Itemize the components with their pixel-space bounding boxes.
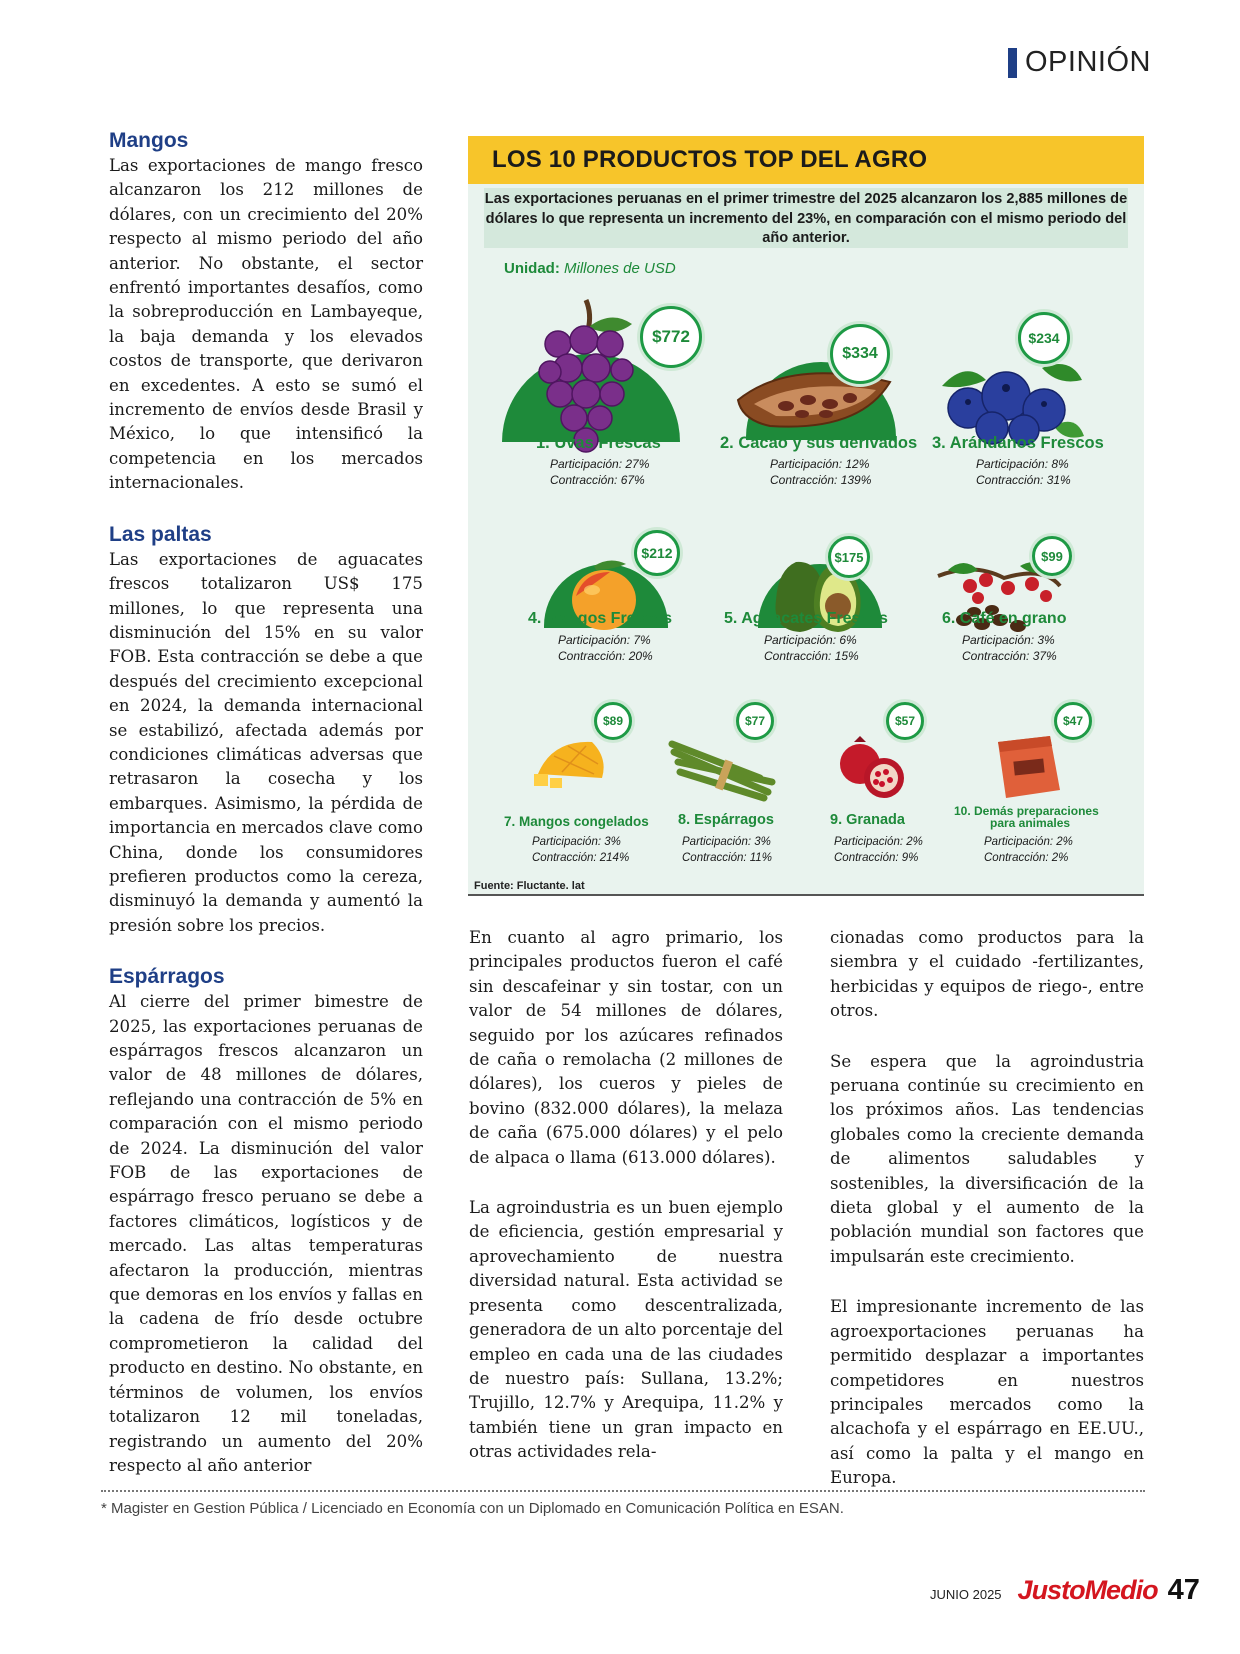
- product-variation: Contracción: 15%: [764, 649, 859, 663]
- product-participation: Participación: 3%: [962, 633, 1055, 647]
- product-participation: Participación: 3%: [682, 836, 771, 848]
- unit-key: Unidad:: [504, 260, 560, 277]
- product-variation: Contracción: 2%: [984, 852, 1069, 864]
- paragraph-agroindustria: La agroindustria es un buen ejemplo de eficiencia, gestión empresarial y aprovechamiento de nuestra diversidad natural. Esta actividad se presenta como descentralizada, generadora de un alto porcentaje del empleo en cada una de las ciudades de nuestro país: Sullana, 13.2%; Trujillo, 12.7% y Arequipa, 11.2% y también tiene un gran impacto en otras actividades rela-: [469, 1198, 783, 1462]
- infographic-title: LOS 10 PRODUCTOS TOP DEL AGRO: [492, 146, 928, 173]
- pomegranate-icon: [832, 734, 912, 804]
- section-marker: [1008, 48, 1017, 78]
- product-name: 2. Cacao y sus derivados: [720, 434, 918, 452]
- product-variation: Contracción: 11%: [682, 852, 772, 864]
- feed-bag-icon: [988, 732, 1068, 802]
- price-badge: $47: [1054, 702, 1092, 740]
- infographic-banner: [468, 136, 1144, 184]
- price-badge: $99: [1032, 536, 1072, 576]
- asparagus-icon: [668, 738, 778, 804]
- section-tag: [1008, 46, 1151, 79]
- infographic-source: Fuente: Fluctante. lat: [474, 880, 585, 892]
- paragraph-mangos: Las exportaciones de mango fresco alcanzaron los 212 millones de dólares, con un crecimiento del 20% respecto al mismo periodo del año anterior. No obstante, el sector enfrentó importantes desafíos, como la sobreproducción en Lambayeque, la baja demanda y los elevados costos de transporte, que derivaron en excedentes. A esto se sumó el incremento de envíos desde Brasil y México, lo que intensificó la competencia en los mercados internacionales.: [109, 156, 423, 493]
- product-participation: Participación: 2%: [834, 836, 923, 848]
- grapes-icon: [528, 296, 648, 456]
- author-footnote: * Magister en Gestion Pública / Licenciado en Economía con un Diplomado en Comunicación Política en ESAN.: [101, 1500, 844, 1517]
- paragraph-crecimiento: Se espera que la agroindustria peruana continúe su crecimiento en los próximos años. Las tendencias globales como la creciente demanda de alimentos saludables y sostenibles, la diversificación de la dieta global y el aumento de la población mundial son factores que impulsarán este crecimiento.: [830, 1051, 1144, 1266]
- paragraph-continuation: cionadas como productos para la siembra y el cuidado -fertilizantes, herbicidas y equipos de riego-, entre otros.: [830, 928, 1144, 1021]
- product-name: 3. Arándanos Frescos: [932, 434, 1104, 452]
- product-name: 1. Uvas Frescas: [536, 434, 661, 452]
- price-badge: $212: [634, 530, 680, 576]
- infographic-subtitle: Las exportaciones peruanas en el primer trimestre del 2025 alcanzaron los 2,885 millones de dólares lo que representa un incremento del 23%, en comparación con el mismo periodo del año anterior.: [484, 188, 1128, 248]
- article-column-3: [830, 926, 1144, 1491]
- product-participation: Participación: 3%: [532, 836, 621, 848]
- product-name: 5. Aguacates Frescos: [724, 610, 888, 627]
- price-badge: $77: [736, 702, 774, 740]
- issue-date: JUNIO 2025: [930, 1587, 1002, 1602]
- unit-value: Millones de USD: [564, 260, 676, 277]
- frozen-mango-icon: [532, 734, 612, 790]
- product-name-line-2: para animales: [990, 816, 1071, 830]
- product-variation: Contracción: 67%: [550, 473, 645, 487]
- product-variation: Contracción: 214%: [532, 852, 630, 864]
- magazine-logo: JustoMedio: [1017, 1575, 1158, 1605]
- paragraph-paltas: Las exportaciones de aguacates frescos totalizaron US$ 175 millones, lo que representa una disminución del 15% en su valor FOB. Esta contracción se debe a que después del crecimiento excepcional en 2024, la demanda internacional se estabilizó, afectada además por condiciones climáticas adversas que retrasaron la cosecha y los embarques. Asimismo, la pérdida de importancia en mercados clave como China, donde los consumidores prefieren productos como la cereza, disminuyó la demanda y aumentó la presión sobre los precios.: [109, 549, 423, 935]
- product-name: 9. Granada: [830, 812, 905, 828]
- product-participation: Participación: 8%: [976, 457, 1069, 471]
- unit-label: [504, 260, 676, 277]
- paragraph-incremento: El impresionante incremento de las agroexportaciones peruanas ha permitido desplazar a importantes competidores en nuestros principales mercados como la alcachofa y el espárrago en EE.UU., así como la palta y el mango en Europa.: [830, 1297, 1144, 1488]
- product-name: 4. Mangos Frescos: [528, 610, 673, 627]
- page-number: 47: [1167, 1574, 1200, 1606]
- product-variation: Contracción: 139%: [770, 473, 872, 487]
- article-column-2: [469, 926, 783, 1465]
- infographic: [468, 136, 1144, 896]
- paragraph-agro-primario: En cuanto al agro primario, los principales productos fueron el café sin descafeinar y sin tostar, con un valor de 54 millones de dólares, seguido por los azúcares refinados de caña o remolacha (2 millones de dólares), los cueros y pieles de bovino (832.000 dólares), la melaza de caña (675.000 dólares) y el pelo de alpaca o llama (613.000 dólares).: [469, 928, 783, 1167]
- product-name: 7. Mangos congelados: [504, 814, 649, 829]
- page-folio: [930, 1574, 1200, 1607]
- footer-divider: [101, 1490, 1145, 1492]
- product-participation: Participación: 7%: [558, 633, 651, 647]
- product-variation: Contracción: 20%: [558, 649, 653, 663]
- product-variation: Contracción: 31%: [976, 473, 1071, 487]
- price-badge: $57: [886, 702, 924, 740]
- product-variation: Contracción: 37%: [962, 649, 1057, 663]
- price-badge: $175: [828, 536, 870, 578]
- product-variation: Contracción: 9%: [834, 852, 919, 864]
- product-participation: Participación: 2%: [984, 836, 1073, 848]
- heading-paltas: Las paltas: [109, 522, 212, 546]
- product-participation: Participación: 27%: [550, 457, 650, 471]
- price-badge: $334: [830, 324, 890, 384]
- price-badge: $772: [640, 306, 702, 368]
- product-name: 8. Espárragos: [678, 812, 774, 828]
- article-column-1: [109, 128, 423, 1478]
- price-badge: $89: [594, 702, 632, 740]
- heading-mangos: Mangos: [109, 129, 189, 152]
- heading-esparragos: Espárragos: [109, 965, 225, 989]
- product-participation: Participación: 6%: [764, 633, 857, 647]
- price-badge: $234: [1018, 312, 1070, 364]
- blueberries-icon: [936, 356, 1086, 446]
- section-label: OPINIÓN: [1025, 46, 1151, 78]
- product-name: 6. Café en grano: [942, 610, 1067, 627]
- product-participation: Participación: 12%: [770, 457, 870, 471]
- paragraph-esparragos: Al cierre del primer bimestre de 2025, las exportaciones peruanas de espárragos frescos alcanzaron un valor de 48 millones de dólares, reflejando una contracción de 5% en comparación con el mismo periodo de 2024. La disminución del valor FOB de las exportaciones de espárrago fresco peruano se debe a factores climáticos, logísticos y de mercado. Las altas temperaturas afectaron la producción, mientras que demoras en los envíos y fallas en la cadena de frío desde octubre comprometieron la calidad del producto en destino. No obstante, en términos de volumen, los envíos totalizaron 12 mil toneladas, registrando un aumento del 20% respecto al año anterior: [109, 992, 423, 1475]
- product-name-line-1: 10. Demás preparaciones: [954, 804, 1099, 818]
